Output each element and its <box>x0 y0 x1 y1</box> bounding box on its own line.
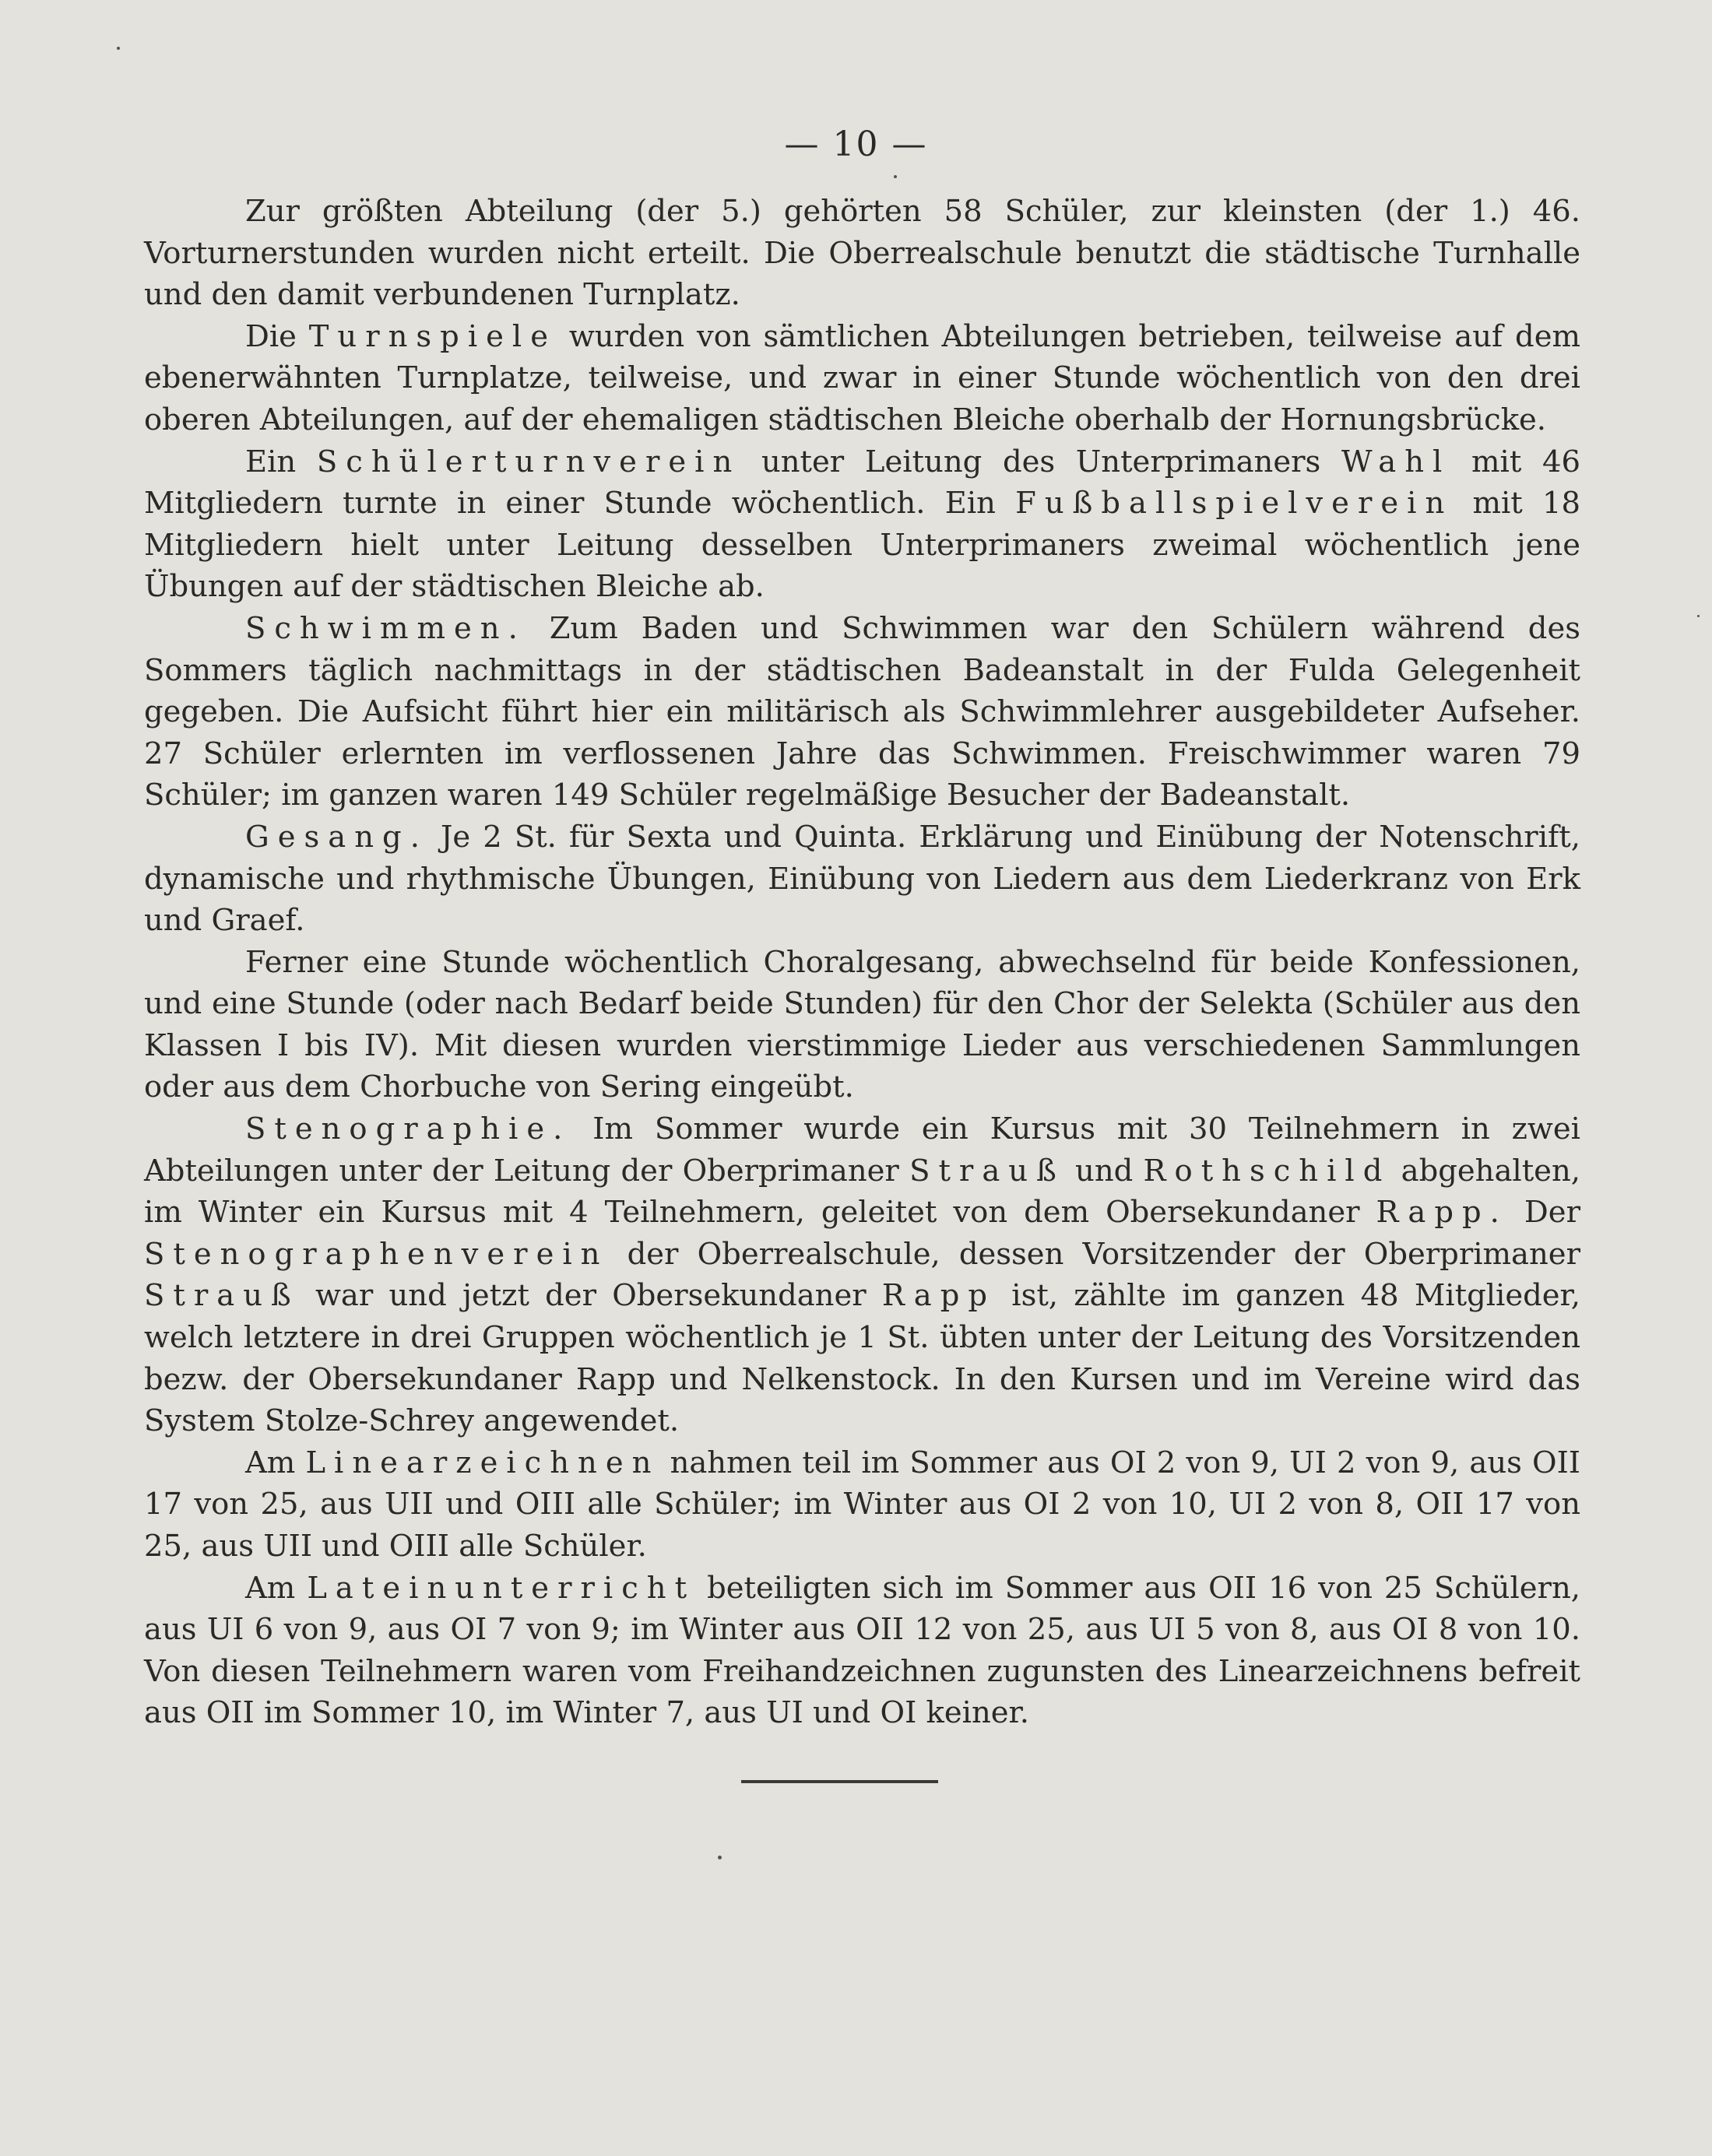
spaced-heading: Turnspiele <box>308 318 557 354</box>
paragraph-stenographie <box>144 1108 1580 1442</box>
spaced-heading: Linearzeichnen <box>305 1445 660 1480</box>
paragraph-gesang <box>144 816 1580 942</box>
paragraph-text: Der <box>1524 1195 1580 1231</box>
spaced-heading: Stenographie. <box>245 1111 571 1147</box>
spaced-heading: Schülerturnverein <box>316 444 741 479</box>
scan-speck <box>718 1856 722 1859</box>
body-text <box>144 191 1580 1734</box>
scan-speck <box>117 47 120 50</box>
spaced-name: Rapp <box>881 1278 997 1314</box>
spaced-name: Wahl <box>1341 444 1451 479</box>
spaced-name: Rapp. <box>1376 1195 1508 1231</box>
spaced-heading: Stenographenverein <box>144 1236 609 1272</box>
paragraph-lead: Die <box>245 318 297 354</box>
paragraph-text: abgehalten, im Winter ein Kursus mit 4 Teilnehmern, geleitet von dem Obersekundaner <box>144 1153 1581 1231</box>
paragraph-lead: Am <box>245 1570 296 1606</box>
paragraph-lead: Ein <box>245 444 297 479</box>
paragraph-schwimmen <box>144 608 1580 816</box>
paragraph-lateinunterricht <box>144 1568 1580 1734</box>
scan-speck <box>894 175 897 178</box>
spaced-heading: Lateinunterricht <box>307 1570 696 1606</box>
paragraph-text: war und jetzt der Obersekundaner <box>315 1278 867 1314</box>
paragraph-text: mit 18 Mitgliedern hielt unter Leitung desselben Unterprimaners zweimal wöchentlich jene Übungen auf der städtischen Bleiche ab. <box>144 486 1580 605</box>
paragraph-chorgesang <box>144 942 1580 1108</box>
closing-rule <box>741 1780 938 1783</box>
page-number: — 10 — <box>784 125 928 164</box>
paragraph-text: beteiligten sich im Sommer aus OII 16 von 25 Schülern, aus UI 6 von 9, aus OI 7 von 9; im Winter aus OII 12 von 25, aus UI 5 von 8, aus OI 8 von 10. Von diesen Teilnehmern waren vom Freihandzeichnen zugunsten des Linearzeichnens befreit aus OII im Sommer 10, im Winter 7, aus UI und OI keiner. <box>144 1570 1580 1731</box>
paragraph-text: Ferner eine Stunde wöchentlich Choralgesang, abwechselnd für beide Konfessionen, und eine Stunde (oder nach Bedarf beide Stunden) für den Chor der Selekta (Schüler aus den Klassen I bis IV). Mit diesen wurden vierstimmige Lieder aus verschiedenen Sammlungen oder aus dem Chorbuche von Sering eingeübt. <box>144 944 1580 1105</box>
spaced-name: Strauß <box>144 1278 300 1314</box>
paragraph-text: unter Leitung des Unterprimaners <box>761 444 1321 479</box>
paragraph-text: nahmen teil im Sommer aus OI 2 von 9, UI 2 von 9, aus OII 17 von 25, aus UII und OIII alle Schüler; im Winter aus OI 2 von 10, UI 2 von 8, OII 17 von 25, aus UII und OIII alle Schüler. <box>144 1445 1580 1564</box>
spaced-heading: Schwimmen. <box>245 610 526 646</box>
paragraph-text: Zur größten Abteilung (der 5.) gehörten 58 Schüler, zur kleinsten (der 1.) 46. Vorturnerstunden wurden nicht erteilt. Die Oberrealschule benutzt die städtische Turnhalle und den damit verbundenen Turnplatz. <box>144 194 1580 313</box>
paragraph-text: Zum Baden und Schwimmen war den Schülern während des Sommers täglich nachmittags in der städtischen Badeanstalt in der Fulda Gelegenheit gegeben. Die Aufsicht führt hier ein militärisch als Schwimmlehrer ausgebildeter Aufseher. 27 Schüler erlernten im verflossenen Jahre das Schwimmen. Freischwimmer waren 79 Schüler; im ganzen waren 149 Schüler regelmäßige Besucher der Badeanstalt. <box>144 610 1580 813</box>
paragraph-linearzeichnen <box>144 1442 1580 1568</box>
paragraph-text: wurden von sämtlichen Abteilungen betrieben, teilweise auf dem ebenerwähnten Turnplatze, teilweise, und zwar in einer Stunde wöchentlich von den drei oberen Abteilungen, auf der ehemaligen städtischen Bleiche oberhalb der Hornungsbrücke. <box>144 318 1580 437</box>
paragraph-text: und <box>1075 1153 1134 1189</box>
paragraph-turnspiele <box>144 316 1580 441</box>
spaced-name: Strauß <box>909 1153 1065 1189</box>
paragraph-lead: Am <box>245 1445 296 1480</box>
paragraph-text: ist, zählte im ganzen 48 Mitglieder, welch letztere in drei Gruppen wöchentlich je 1 St. übten unter der Leitung des Vorsitzenden bezw. der Obersekundaner Rapp und Nelkenstock. In den Kursen und im Vereine wird das System Stolze-Schrey angewendet. <box>144 1278 1580 1439</box>
paragraph-text: Im Sommer wurde ein Kursus mit 30 Teilnehmern in zwei Abteilungen unter der Leitung der Oberprimaner <box>144 1111 1580 1189</box>
paragraph-text: mit 46 Mitgliedern turnte in einer Stunde wöchentlich. Ein <box>144 444 1580 521</box>
paragraph-schuelerturnverein <box>144 441 1580 608</box>
paragraph-text: Je 2 St. für Sexta und Quinta. Erklärung und Einübung der Notenschrift, dynamische und rhythmische Übungen, Einübung von Liedern aus dem Liederkranz von Erk und Graef. <box>144 819 1580 939</box>
paragraph-text: der Oberrealschule, dessen Vorsitzender der Oberprimaner <box>627 1236 1580 1272</box>
spaced-heading: Fußballspielverein <box>1015 486 1454 521</box>
spaced-heading: Gesang. <box>245 819 428 855</box>
spaced-name: Rothschild <box>1143 1153 1391 1189</box>
paragraph-abteilungen <box>144 191 1580 316</box>
scan-speck <box>1697 615 1700 617</box>
